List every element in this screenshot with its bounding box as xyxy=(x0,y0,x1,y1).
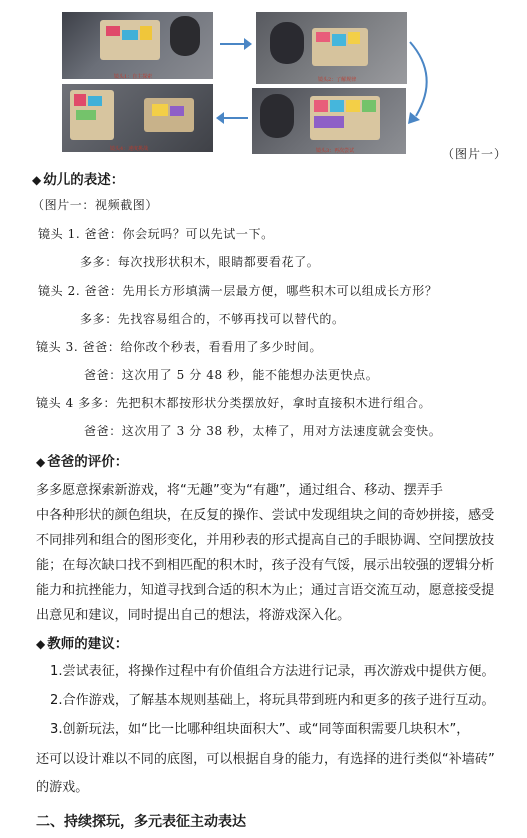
evaluation-line: 能力和抗挫能力，知道寻找到合适的积木为止；通过言语交流互动，愿意接受提 xyxy=(36,583,495,598)
suggestion-item: 2.合作游戏，了解基本规则基础上，将玩具带到班内和更多的孩子进行互动。 xyxy=(50,693,495,708)
photo-4 xyxy=(62,84,213,152)
diamond-bullet-icon: ◆ xyxy=(32,173,42,187)
photo-2-caption: 镜头2：了解规律 xyxy=(318,77,357,83)
child-section-subtitle: （图片一：视频截图） xyxy=(32,198,159,212)
section-two-heading: 二、持续探玩，多元表征主动表达 xyxy=(36,814,246,830)
suggestion-item: 还可以设计难以不同的底图，可以根据自身的能力，有选择的进行类似“补墙砖” xyxy=(36,752,495,767)
diamond-bullet-icon: ◆ xyxy=(36,637,46,651)
arrow-right-icon xyxy=(218,36,254,52)
dialogue-line: 多多：先找容易组合的，不够再找可以替代的。 xyxy=(80,312,345,326)
dialogue-line: 镜头 4 多多：先把积木都按形状分类摆放好，拿时直接积木进行组合。 xyxy=(36,396,432,410)
dialogue-line: 爸爸：这次用了 5 分 48 秒，能不能想办法更快点。 xyxy=(84,368,379,382)
photo-1-caption: 镜头1：自主探索 xyxy=(114,74,153,79)
photo-2 xyxy=(256,12,407,84)
suggestion-item: 3.创新玩法，如“比一比哪种组块面积大”、或“同等面积需要几块积木”， xyxy=(50,722,470,737)
dialogue-line: 爸爸：这次用了 3 分 38 秒，太棒了，用对方法速度就会变快。 xyxy=(84,424,442,438)
figure-caption: （图片一） xyxy=(442,147,508,161)
suggestion-item: 的游戏。 xyxy=(36,780,89,795)
evaluation-line: 出意见和建议，同时提出自己的想法，将游戏深入化。 xyxy=(36,608,351,623)
dialogue-line: 镜头 2. 爸爸：先用长方形填满一层最方便，哪些积木可以组成长方形？ xyxy=(38,284,438,298)
evaluation-line: 多多愿意探索新游戏，将“无趣”变为“有趣”，通过组合、移动、摆弄手 xyxy=(36,483,443,498)
photo-1 xyxy=(62,12,213,79)
dialogue-line: 多多：每次找形状积木，眼睛都要看花了。 xyxy=(80,255,320,269)
dad-section-heading: ◆ 爸爸的评价： xyxy=(36,454,129,470)
evaluation-line: 不同排列和组合的图形变化，并用秒表的形式提高自己的手眼协调、空间摆放技 xyxy=(36,533,495,548)
child-section-heading: ◆ 幼儿的表述： xyxy=(32,172,125,188)
arrow-left-icon xyxy=(214,110,250,126)
photo-3-caption: 镜头3：再次尝试 xyxy=(316,148,355,154)
evaluation-line: 中各种形状的颜色组块，在反复的操作、尝试中发现组块之间的奇妙拼接，感受 xyxy=(36,508,495,523)
diamond-bullet-icon: ◆ xyxy=(36,455,46,469)
evaluation-line: 能；在每次缺口找不到相匹配的积木时，孩子没有气馁，展示出较强的逻辑分析 xyxy=(36,558,495,573)
photo-4-caption: 镜头4：速度挑战 xyxy=(110,146,149,152)
photo-3 xyxy=(252,88,406,154)
dialogue-line: 镜头 3. 爸爸：给你改个秒表，看看用了多少时间。 xyxy=(36,340,323,354)
suggestion-item: 1.尝试表征，将操作过程中有价值组合方法进行记录，再次游戏中提供方便。 xyxy=(50,664,495,679)
teacher-section-heading: ◆ 教师的建议： xyxy=(36,636,129,652)
dialogue-line: 镜头 1. 爸爸：你会玩吗？可以先试一下。 xyxy=(38,227,274,241)
curved-arrow-down-icon xyxy=(404,36,444,126)
